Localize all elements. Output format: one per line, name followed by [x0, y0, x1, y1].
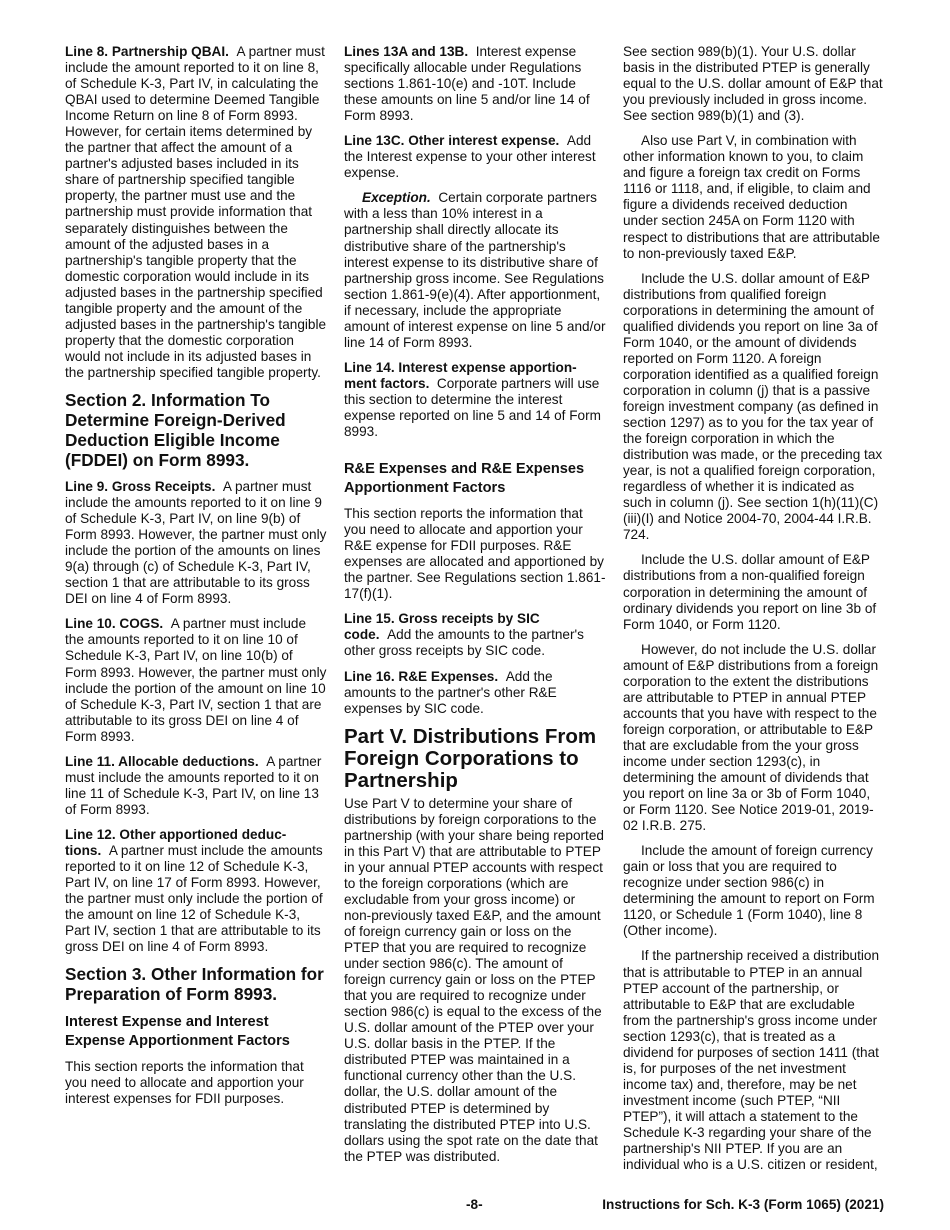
re-expenses-heading: R&E Expenses and R&E Expenses Apportionment Factors — [344, 461, 585, 497]
paragraph-line15 — [344, 611, 606, 659]
paragraph-line10 — [65, 616, 327, 744]
heading-line12: Line 12. Other apportioned deduc-tions. — [65, 826, 287, 858]
paragraph-continued: See section 989(b)(1). Your U.S. dollar basis in the distributed PTEP is generally equal to the U.S. dollar amount of E&P that you previously included in gross income. See section 989(b)(1) and (3). — [623, 44, 883, 124]
heading-line11: Line 11. Allocable deductions. — [65, 753, 259, 769]
text-line13ab: Interest expense specifically allocable under Regulations sections 1.861-10(e) and -10T. Include these amounts on line 5 and/or line 14 of Form 8993. — [344, 44, 590, 124]
column-middle — [344, 44, 606, 1174]
text-line14: Corporate partners will use this section to determine the interest expense reported on line 5 and 14 of Form 8993. — [344, 375, 601, 440]
interest-expense-heading: Interest Expense and Interest Expense Apportionment Factors — [65, 1014, 290, 1050]
heading-line10: Line 10. COGS. — [65, 616, 164, 632]
paragraph-line12 — [65, 827, 327, 955]
text-line15: Add the amounts to the partner's other gross receipts by SIC code. — [344, 627, 584, 659]
paragraph-line16 — [344, 669, 606, 717]
paragraph-however: However, do not include the U.S. dollar amount of E&P distributions from a foreign corporation to the extent the distributions are attributable to PTEP in annual PTEP accounts that you have with respect to the foreign corporation, or attributable to E&P that are excludable from the your gross income under section 1293(c), in determining the amount of dividends that you report on line 3a or 3b of Form 1040, or Form 1120. See Notice 2019-01, 2019-02 I.R.B. 275. — [623, 641, 879, 834]
text-exception: Certain corporate partners with a less than 10% interest in a partnership shall directly allocate its distributive share of the partnership's interest expense to its distributive share of partnership gross income. See Regulations section 1.861-9(e)(4). After apportionment, if necessary, include the appropriate amount of interest expense on line 5 and/or line 14 of Form 8993. — [344, 190, 606, 350]
section3-heading: Section 3. Other Information for Preparation of Form 8993. — [65, 964, 324, 1005]
paragraph-also-use: Also use Part V, in combination with other information known to you, to claim and figure a foreign tax credit on Forms 1116 or 1118, and, if eligible, to claim and figure a dividends received deduction under section 245A on Form 1120 with respect to distributions that are attributable to non-previously taxed E&P. — [623, 133, 880, 261]
text-line8: A partner must include the amount reported to it on line 8, of Schedule K-3, Part IV, in calculating the QBAI used to determine Deemed Tangible Income Return on line 8 of Form 8993. However, for certain items determined by the partner that affect the amount of a partner's adjusted bases included in its share of partnership specified tangible property, the partner must use and the partnership must provide information that separately distinguishes between the amount of the adjusted bases in a partnership's tangible property that the domestic corporation would include in its adjusted bases in the partnership specified tangible property and the amount of the adjusted bases in the partnership's tangible property that the domestic corporation would not include in its adjusted bases in the partnership specified tangible property. — [65, 44, 327, 380]
paragraph-currency: Include the amount of foreign currency gain or loss that you are required to recognize under section 986(c) in determining the amount to report on Form 1120, or Schedule 1 (Form 1040), line 8 (Other income). — [623, 843, 875, 939]
paragraph-exception — [344, 190, 606, 350]
heading-exception: Exception. — [362, 190, 431, 206]
paragraph-line13ab — [344, 44, 606, 124]
heading-line13c: Line 13C. Other interest expense. — [344, 133, 560, 149]
column-left — [65, 44, 327, 1116]
heading-line14: Line 14. Interest expense apportion-ment factors. — [344, 359, 577, 391]
heading-line13ab: Lines 13A and 13B. — [344, 44, 469, 59]
text-line9: A partner must include the amounts reported to it on line 9 of Schedule K-3, Part IV, on line 9(b) of Form 8993. However, the partner must only include the portion of the amounts on lines 9(a) through (c) of Schedule K-3, Part IV, section 1 that are attributable to its gross DEI on line 4 of Form 8993. — [65, 478, 327, 607]
paragraph-line9 — [65, 479, 327, 607]
text-line10: A partner must include the amounts reported to it on line 10 of Schedule K-3, Part IV, on line 10(b) of Form 8993. However, the partner must only include the portion of the amount on line 10 of Schedule K-3, Part IV, section 1 that are attributable to its gross DEI on line 4 of Form 8993. — [65, 616, 327, 744]
paragraph-nonqualified: Include the U.S. dollar amount of E&P distributions from a non-qualified foreign corporation in determining the amount of ordinary dividends you report on line 3b of Form 1040, or Form 1120. — [623, 552, 877, 632]
heading-line15: Line 15. Gross receipts by SIC code. — [344, 611, 540, 643]
paragraph-line8 — [65, 44, 327, 381]
text-line16: Add the amounts to the partner's other R&E expenses by SIC code. — [344, 668, 557, 716]
section2-heading: Section 2. Information To Determine Foreign-Derived Deduction Eligible Income (FDDEI) on Form 8993. — [65, 389, 286, 470]
heading-line16: Line 16. R&E Expenses. — [344, 668, 499, 684]
paragraph-part5: Use Part V to determine your share of distributions by foreign corporations to the partnership (with your share being reported in this Part V) that are attributable to PTEP in your annual PTEP accounts with respect to the foreign corporations (which are excludable from your gross income) or non-previously taxed E&P, and the amount of foreign currency gain or loss on the PTEP that you are required to recognize under section 986(c). The amount of foreign currency gain or loss on the PTEP that you are required to recognize under section 986(c) is equal to the excess of the U.S. dollar amount of the PTEP over your U.S. dollar basis in the PTEP. If the distributed PTEP was maintained in a functional currency other than the U.S. dollar, the U.S. dollar amount of the distributed PTEP is determined by translating the distributed PTEP into U.S. dollars using the spot rate on the date that the PTEP was distributed. — [344, 795, 604, 1164]
text-line13c: Add the Interest expense to your other interest expense. — [344, 133, 596, 181]
heading-line8: Line 8. Partnership QBAI. — [65, 44, 229, 59]
column-right — [623, 44, 885, 1182]
text-line12: A partner must include the amounts reported to it on line 12 of Schedule K-3, Part IV, on line 17 of Form 8993. However, the partner must only include the portion of the amount on line 12 of Schedule K-3, Part IV, section 1 that are attributable to its gross DEI on line 4 of Form 8993. — [65, 842, 323, 955]
text-line11: A partner must include the amounts reported to it on line 11 of Schedule K-3, Part IV, on line 13 of Form 8993. — [65, 753, 322, 817]
heading-line9: Line 9. Gross Receipts. — [65, 478, 216, 494]
paragraph-line14 — [344, 360, 606, 440]
footer-title: Instructions for Sch. K-3 (Form 1065) (2021) — [602, 1197, 884, 1212]
paragraph-line13c — [344, 133, 606, 181]
paragraph-partnership: If the partnership received a distribution that is attributable to PTEP in an annual PTEP account of the partnership, or attributable to E&P that are excludable from the partnership's gross income under section 1293(c), that is treated as a dividend for purposes of section 1411 (that is, for purposes of the net investment income tax) and, therefore, may be net investment income (such PTEP, “NII PTEP”), it will attach a statement to the Schedule K-3 regarding your share of the partnership's NII PTEP. If you are an individual who is a U.S. citizen or resident, — [623, 948, 880, 1173]
paragraph-qualified: Include the U.S. dollar amount of E&P distributions from qualified foreign corporations in determining the amount of qualified dividends you report on line 3a of Form 1040, or the amount of dividends reported on Form 1120. A foreign corporation identified as a qualified foreign corporation in column (j) that is a passive foreign investment company (as defined in section 1297) as to you for the tax year of the foreign corporation in which the distribution was made, or the preceding tax year, is not a qualified foreign corporation, regardless of whether it is indicated as such in column (j). See section 1(h)(11)(C)(iii)(I) and Notice 2004-70, 2004-44 I.R.B. 724. — [623, 270, 883, 543]
paragraph-re: This section reports the information that you need to allocate and apportion your R&E expense for FDII purposes. R&E expenses are allocated and apportioned by the partner. See Regulations section 1.861-17(f)(1). — [344, 506, 606, 602]
paragraph-line11 — [65, 754, 327, 818]
paragraph-interest: This section reports the information that you need to allocate and apportion your interest expenses for FDII purposes. — [65, 1059, 304, 1107]
part5-heading: Part V. Distributions From Foreign Corporations to Partnership — [344, 724, 597, 792]
page-number: -8- — [466, 1197, 483, 1212]
